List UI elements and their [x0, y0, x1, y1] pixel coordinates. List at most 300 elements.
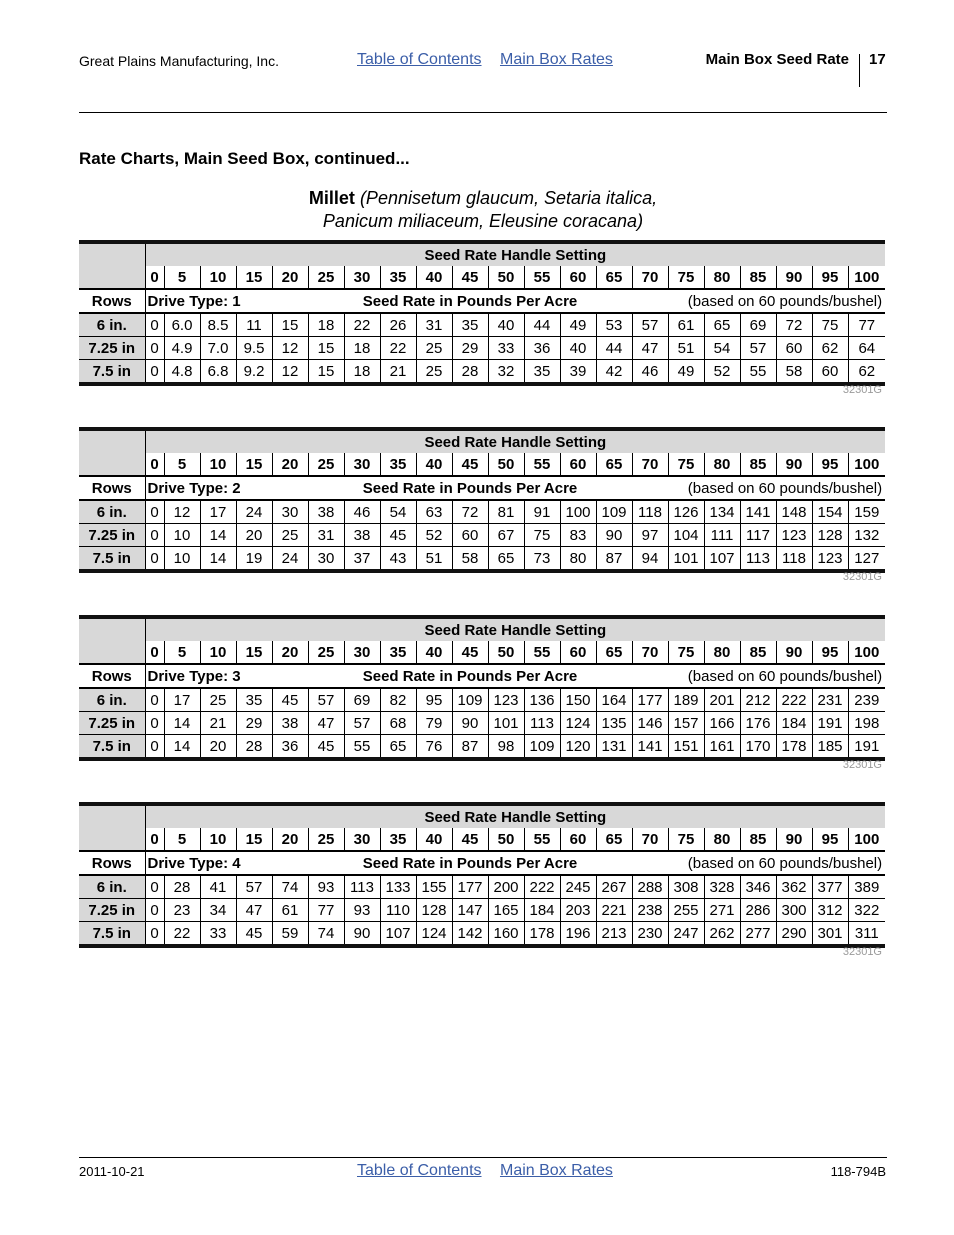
handle-setting-90: 90 [776, 828, 812, 851]
rate-cell: 42 [596, 360, 632, 385]
rate-cell: 20 [200, 735, 236, 760]
rate-cell: 311 [848, 922, 885, 947]
rate-cell: 109 [524, 735, 560, 760]
rate-cell: 68 [380, 712, 416, 735]
rate-cell: 72 [776, 313, 812, 337]
scientific-names-line2: Panicum miliaceum, Eleusine coracana) [322, 211, 644, 231]
rate-cell: 38 [344, 524, 380, 547]
seed-rate-units-label: Seed Rate in Pounds Per Acre [344, 664, 596, 688]
rate-cell: 17 [164, 688, 200, 712]
rate-cell: 109 [596, 500, 632, 524]
header-divider [859, 54, 860, 87]
rate-cell: 0 [145, 899, 164, 922]
rate-cell: 178 [776, 735, 812, 760]
row-spacing-label: 7.5 in [79, 360, 145, 385]
rate-cell: 133 [380, 875, 416, 899]
rate-cell: 113 [740, 547, 776, 572]
handle-setting-70: 70 [632, 641, 668, 664]
rate-cell: 213 [596, 922, 632, 947]
handle-setting-20: 20 [272, 641, 308, 664]
row-spacing-label: 6 in. [79, 688, 145, 712]
handle-setting-35: 35 [380, 828, 416, 851]
rate-cell: 288 [632, 875, 668, 899]
rate-cell: 191 [812, 712, 848, 735]
figure-id: 32301G [842, 946, 882, 958]
handle-setting-75: 75 [668, 453, 704, 476]
rate-cell: 61 [668, 313, 704, 337]
rate-cell: 28 [164, 875, 200, 899]
handle-setting-15: 15 [236, 453, 272, 476]
table-row [79, 313, 885, 337]
bushel-basis-note: (based on 60 pounds/bushel) [596, 851, 885, 875]
handle-setting-75: 75 [668, 266, 704, 289]
rate-cell: 57 [236, 875, 272, 899]
handle-setting-60: 60 [560, 828, 596, 851]
rate-cell: 222 [776, 688, 812, 712]
rate-cell: 0 [150, 503, 159, 521]
rate-cell: 165 [488, 899, 524, 922]
rate-cell: 45 [308, 735, 344, 760]
rows-label: Rows [79, 289, 145, 313]
rate-cell: 52 [704, 360, 740, 385]
chart-title [79, 187, 887, 233]
rate-cell: 238 [632, 899, 668, 922]
rate-cell: 51 [668, 337, 704, 360]
handle-setting-60: 60 [560, 453, 596, 476]
rate-cell: 136 [524, 688, 560, 712]
rate-cell: 154 [812, 500, 848, 524]
rate-table-drive-4 [79, 802, 885, 948]
rate-cell: 14 [200, 524, 236, 547]
handle-setting-30: 30 [344, 266, 380, 289]
rate-cell: 57 [740, 337, 776, 360]
rate-cell: 90 [344, 922, 380, 947]
rate-cell: 322 [848, 899, 885, 922]
rate-cell: 60 [776, 337, 812, 360]
handle-setting-80: 80 [704, 266, 740, 289]
handle-setting-85: 85 [740, 828, 776, 851]
rate-cell: 271 [704, 899, 740, 922]
rate-cell: 170 [740, 735, 776, 760]
rate-cell: 191 [848, 735, 885, 760]
rate-cell: 25 [272, 524, 308, 547]
table-row [79, 524, 885, 547]
handle-setting-65: 65 [596, 453, 632, 476]
handle-setting-35: 35 [380, 641, 416, 664]
rate-cell: 28 [236, 735, 272, 760]
table-row [79, 735, 885, 760]
footer-toc-link[interactable]: Table of Contents [357, 1162, 482, 1179]
rate-cell: 131 [596, 735, 632, 760]
rate-cell: 113 [344, 875, 380, 899]
handle-setting-40: 40 [416, 453, 452, 476]
handle-setting-95: 95 [812, 828, 848, 851]
table-row [79, 922, 885, 947]
handle-setting-95: 95 [812, 453, 848, 476]
handle-setting-55: 55 [524, 266, 560, 289]
rate-cell: 221 [596, 899, 632, 922]
rate-cell: 30 [308, 547, 344, 572]
rate-cell: 67 [488, 524, 524, 547]
handle-setting-0: 0 [145, 266, 164, 289]
rate-cell: 41 [200, 875, 236, 899]
table-row [79, 712, 885, 735]
rate-cell: 157 [668, 712, 704, 735]
handle-setting-40: 40 [416, 266, 452, 289]
handle-setting-65: 65 [596, 641, 632, 664]
rate-cell: 59 [272, 922, 308, 947]
rate-cell: 201 [704, 688, 740, 712]
rate-cell: 123 [812, 547, 848, 572]
rate-cell: 53 [596, 313, 632, 337]
rate-cell: 14 [164, 735, 200, 760]
section-title: Rate Charts, Main Seed Box, continued... [79, 149, 410, 168]
rate-cell: 301 [812, 922, 848, 947]
rate-cell: 52 [416, 524, 452, 547]
rate-cell: 151 [668, 735, 704, 760]
handle-setting-60: 60 [560, 266, 596, 289]
rate-cell: 87 [452, 735, 488, 760]
rate-cell: 389 [848, 875, 885, 899]
rate-cell: 64 [848, 337, 885, 360]
rate-cell: 118 [776, 547, 812, 572]
rate-cell: 40 [560, 337, 596, 360]
rate-cell: 43 [380, 547, 416, 572]
rate-cell: 185 [812, 735, 848, 760]
rate-cell: 160 [488, 922, 524, 947]
row-spacing-label: 7.5 in [79, 922, 145, 947]
rate-cell: 65 [488, 547, 524, 572]
rate-cell: 148 [776, 500, 812, 524]
rate-cell: 47 [236, 899, 272, 922]
rate-cell: 177 [632, 688, 668, 712]
rate-cell: 107 [380, 922, 416, 947]
rate-cell: 124 [416, 922, 452, 947]
rate-cell: 18 [308, 313, 344, 337]
rate-cell: 22 [380, 337, 416, 360]
handle-setting-20: 20 [272, 828, 308, 851]
rate-cell: 164 [596, 688, 632, 712]
rate-cell: 107 [704, 547, 740, 572]
header-rates-link[interactable]: Main Box Rates [499, 51, 613, 68]
table-row [79, 688, 885, 712]
handle-setting-95: 95 [812, 641, 848, 664]
rate-cell: 113 [524, 712, 560, 735]
rate-cell: 300 [776, 899, 812, 922]
footer-rates-link[interactable]: Main Box Rates [499, 1162, 613, 1179]
handle-setting-5: 5 [164, 641, 200, 664]
handle-setting-90: 90 [776, 641, 812, 664]
rate-cell: 36 [272, 735, 308, 760]
rate-cell: 23 [164, 899, 200, 922]
handle-setting-5: 5 [164, 828, 200, 851]
rate-cell: 161 [704, 735, 740, 760]
rate-cell: 65 [380, 735, 416, 760]
row-spacing-label: 6 in. [79, 313, 145, 337]
rate-cell: 189 [668, 688, 704, 712]
handle-setting-100: 100 [848, 266, 885, 289]
rate-cell: 18 [344, 360, 380, 385]
handle-setting-80: 80 [704, 641, 740, 664]
handle-setting-10: 10 [200, 266, 236, 289]
table-row [79, 875, 885, 899]
handle-setting-5: 5 [164, 453, 200, 476]
row-spacing-label: 7.25 in [79, 712, 145, 735]
corner-cell [79, 804, 145, 851]
rate-cell: 82 [380, 688, 416, 712]
handle-setting-30: 30 [344, 641, 380, 664]
handle-setting-70: 70 [632, 266, 668, 289]
handle-setting-25: 25 [308, 828, 344, 851]
rate-cell: 24 [236, 500, 272, 524]
handle-setting-100: 100 [848, 828, 885, 851]
rate-cell: 24 [272, 547, 308, 572]
handle-setting-35: 35 [380, 266, 416, 289]
drive-type-label: Drive Type: 3 [145, 664, 344, 688]
rate-cell: 77 [848, 313, 885, 337]
handle-setting-header: Seed Rate Handle Setting [145, 804, 885, 828]
rate-cell: 65 [704, 313, 740, 337]
handle-setting-50: 50 [488, 641, 524, 664]
rate-cell: 155 [416, 875, 452, 899]
rate-cell: 20 [236, 524, 272, 547]
rate-cell: 231 [812, 688, 848, 712]
rate-cell: 128 [416, 899, 452, 922]
rate-cell: 55 [740, 360, 776, 385]
rate-cell: 74 [308, 922, 344, 947]
handle-setting-85: 85 [740, 453, 776, 476]
rate-cell: 110 [380, 899, 416, 922]
rate-cell: 262 [704, 922, 740, 947]
handle-setting-40: 40 [416, 828, 452, 851]
rate-cell: 35 [524, 360, 560, 385]
rate-cell: 29 [452, 337, 488, 360]
rate-cell: 0 [150, 691, 159, 709]
handle-setting-10: 10 [200, 641, 236, 664]
rate-cell: 90 [452, 712, 488, 735]
handle-setting-25: 25 [308, 641, 344, 664]
handle-setting-80: 80 [704, 453, 740, 476]
handle-setting-80: 80 [704, 828, 740, 851]
header-nav [357, 51, 613, 69]
rate-cell: 35 [452, 313, 488, 337]
rate-cell: 101 [668, 547, 704, 572]
rate-cell: 40 [488, 313, 524, 337]
rate-cell: 111 [704, 524, 740, 547]
rate-cell: 6.8 [200, 360, 236, 385]
handle-setting-55: 55 [524, 828, 560, 851]
rate-cell: 230 [632, 922, 668, 947]
rate-cell: 200 [488, 875, 524, 899]
rate-cell: 46 [632, 360, 668, 385]
rate-cell: 76 [416, 735, 452, 760]
figure-id: 32301G [842, 384, 882, 396]
handle-setting-65: 65 [596, 266, 632, 289]
rate-cell: 44 [596, 337, 632, 360]
rate-cell: 212 [740, 688, 776, 712]
rate-cell: 28 [452, 360, 488, 385]
rate-cell: 57 [632, 313, 668, 337]
rate-cell: 32 [488, 360, 524, 385]
rate-cell: 69 [740, 313, 776, 337]
rate-cell: 176 [740, 712, 776, 735]
handle-setting-95: 95 [812, 266, 848, 289]
handle-setting-65: 65 [596, 828, 632, 851]
rate-cell: 346 [740, 875, 776, 899]
rate-cell: 77 [308, 899, 344, 922]
rate-cell: 117 [740, 524, 776, 547]
rate-cell: 58 [452, 547, 488, 572]
rate-cell: 128 [812, 524, 848, 547]
company-name: Great Plains Manufacturing, Inc. [79, 53, 279, 69]
handle-setting-100: 100 [848, 641, 885, 664]
rate-cell: 166 [704, 712, 740, 735]
rate-cell: 147 [452, 899, 488, 922]
handle-setting-45: 45 [452, 266, 488, 289]
corner-cell [79, 617, 145, 664]
rate-cell: 25 [416, 360, 452, 385]
footer-rule [79, 1157, 887, 1158]
handle-setting-15: 15 [236, 641, 272, 664]
rate-cell: 277 [740, 922, 776, 947]
rate-cell: 46 [344, 500, 380, 524]
rate-cell: 61 [272, 899, 308, 922]
bushel-basis-note: (based on 60 pounds/bushel) [596, 664, 885, 688]
handle-setting-25: 25 [308, 266, 344, 289]
rate-cell: 203 [560, 899, 596, 922]
rate-cell: 328 [704, 875, 740, 899]
rate-cell: 184 [524, 899, 560, 922]
handle-setting-45: 45 [452, 641, 488, 664]
handle-setting-50: 50 [488, 828, 524, 851]
handle-setting-30: 30 [344, 453, 380, 476]
rate-cell: 83 [560, 524, 596, 547]
rate-cell: 123 [776, 524, 812, 547]
rate-cell: 0 [145, 337, 164, 360]
rate-cell: 222 [524, 875, 560, 899]
rate-cell: 118 [632, 500, 668, 524]
rate-cell: 97 [632, 524, 668, 547]
rate-cell: 127 [848, 547, 885, 572]
header-toc-link[interactable]: Table of Contents [357, 51, 482, 68]
rate-cell: 101 [488, 712, 524, 735]
rate-cell: 47 [308, 712, 344, 735]
footer-nav [357, 1162, 613, 1180]
rate-cell: 54 [380, 500, 416, 524]
rate-cell: 49 [668, 360, 704, 385]
rate-cell: 290 [776, 922, 812, 947]
rate-cell: 22 [344, 313, 380, 337]
footer-date: 2011-10-21 [79, 1164, 145, 1179]
rate-cell: 45 [236, 922, 272, 947]
rate-cell: 308 [668, 875, 704, 899]
rate-cell: 184 [776, 712, 812, 735]
rate-cell: 239 [848, 688, 885, 712]
rate-cell: 4.9 [164, 337, 200, 360]
rate-cell: 79 [416, 712, 452, 735]
rate-cell: 9.5 [236, 337, 272, 360]
rate-cell: 33 [200, 922, 236, 947]
rate-cell: 12 [272, 360, 308, 385]
rate-cell: 72 [452, 500, 488, 524]
rate-cell: 60 [812, 360, 848, 385]
rate-cell: 362 [776, 875, 812, 899]
rate-cell: 74 [272, 875, 308, 899]
rate-cell: 91 [524, 500, 560, 524]
handle-setting-90: 90 [776, 266, 812, 289]
handle-setting-70: 70 [632, 453, 668, 476]
rate-cell: 57 [308, 688, 344, 712]
rate-cell: 120 [560, 735, 596, 760]
handle-setting-0: 0 [145, 453, 164, 476]
handle-setting-85: 85 [740, 266, 776, 289]
rate-cell: 25 [200, 688, 236, 712]
rate-cell: 12 [164, 500, 200, 524]
row-spacing-label: 7.25 in [79, 337, 145, 360]
rate-cell: 312 [812, 899, 848, 922]
row-spacing-label: 6 in. [79, 875, 145, 899]
rate-cell: 9.2 [236, 360, 272, 385]
rate-cell: 12 [272, 337, 308, 360]
handle-setting-60: 60 [560, 641, 596, 664]
rate-cell: 31 [308, 524, 344, 547]
table-row [79, 337, 885, 360]
rate-cell: 159 [848, 500, 885, 524]
rate-cell: 80 [560, 547, 596, 572]
header-rule [79, 112, 887, 113]
handle-setting-0: 0 [145, 828, 164, 851]
rate-cell: 0 [145, 524, 164, 547]
rate-cell: 35 [236, 688, 272, 712]
rate-cell: 57 [344, 712, 380, 735]
rate-cell: 4.8 [164, 360, 200, 385]
rate-cell: 81 [488, 500, 524, 524]
rate-cell: 60 [452, 524, 488, 547]
rate-cell: 255 [668, 899, 704, 922]
rate-cell: 29 [236, 712, 272, 735]
handle-setting-25: 25 [308, 453, 344, 476]
rate-cell: 75 [812, 313, 848, 337]
handle-setting-55: 55 [524, 641, 560, 664]
rate-cell: 90 [596, 524, 632, 547]
rate-cell: 51 [416, 547, 452, 572]
row-spacing-label: 7.5 in [79, 547, 145, 572]
rate-cell: 0 [150, 316, 159, 334]
row-spacing-label: 6 in. [79, 500, 145, 524]
rate-cell: 177 [452, 875, 488, 899]
rate-cell: 8.5 [200, 313, 236, 337]
rate-cell: 93 [308, 875, 344, 899]
rate-cell: 100 [560, 500, 596, 524]
rate-cell: 141 [632, 735, 668, 760]
rate-cell: 75 [524, 524, 560, 547]
rate-cell: 104 [668, 524, 704, 547]
row-spacing-label: 7.5 in [79, 735, 145, 760]
handle-setting-40: 40 [416, 641, 452, 664]
rate-table-drive-2 [79, 427, 885, 573]
rate-cell: 11 [236, 313, 272, 337]
corner-cell [79, 429, 145, 476]
handle-setting-35: 35 [380, 453, 416, 476]
rate-cell: 17 [200, 500, 236, 524]
rate-cell: 18 [344, 337, 380, 360]
handle-setting-header: Seed Rate Handle Setting [145, 242, 885, 266]
rate-cell: 45 [380, 524, 416, 547]
table-row [79, 360, 885, 385]
row-spacing-label: 7.25 in [79, 899, 145, 922]
handle-setting-70: 70 [632, 828, 668, 851]
rate-cell: 0 [145, 712, 164, 735]
